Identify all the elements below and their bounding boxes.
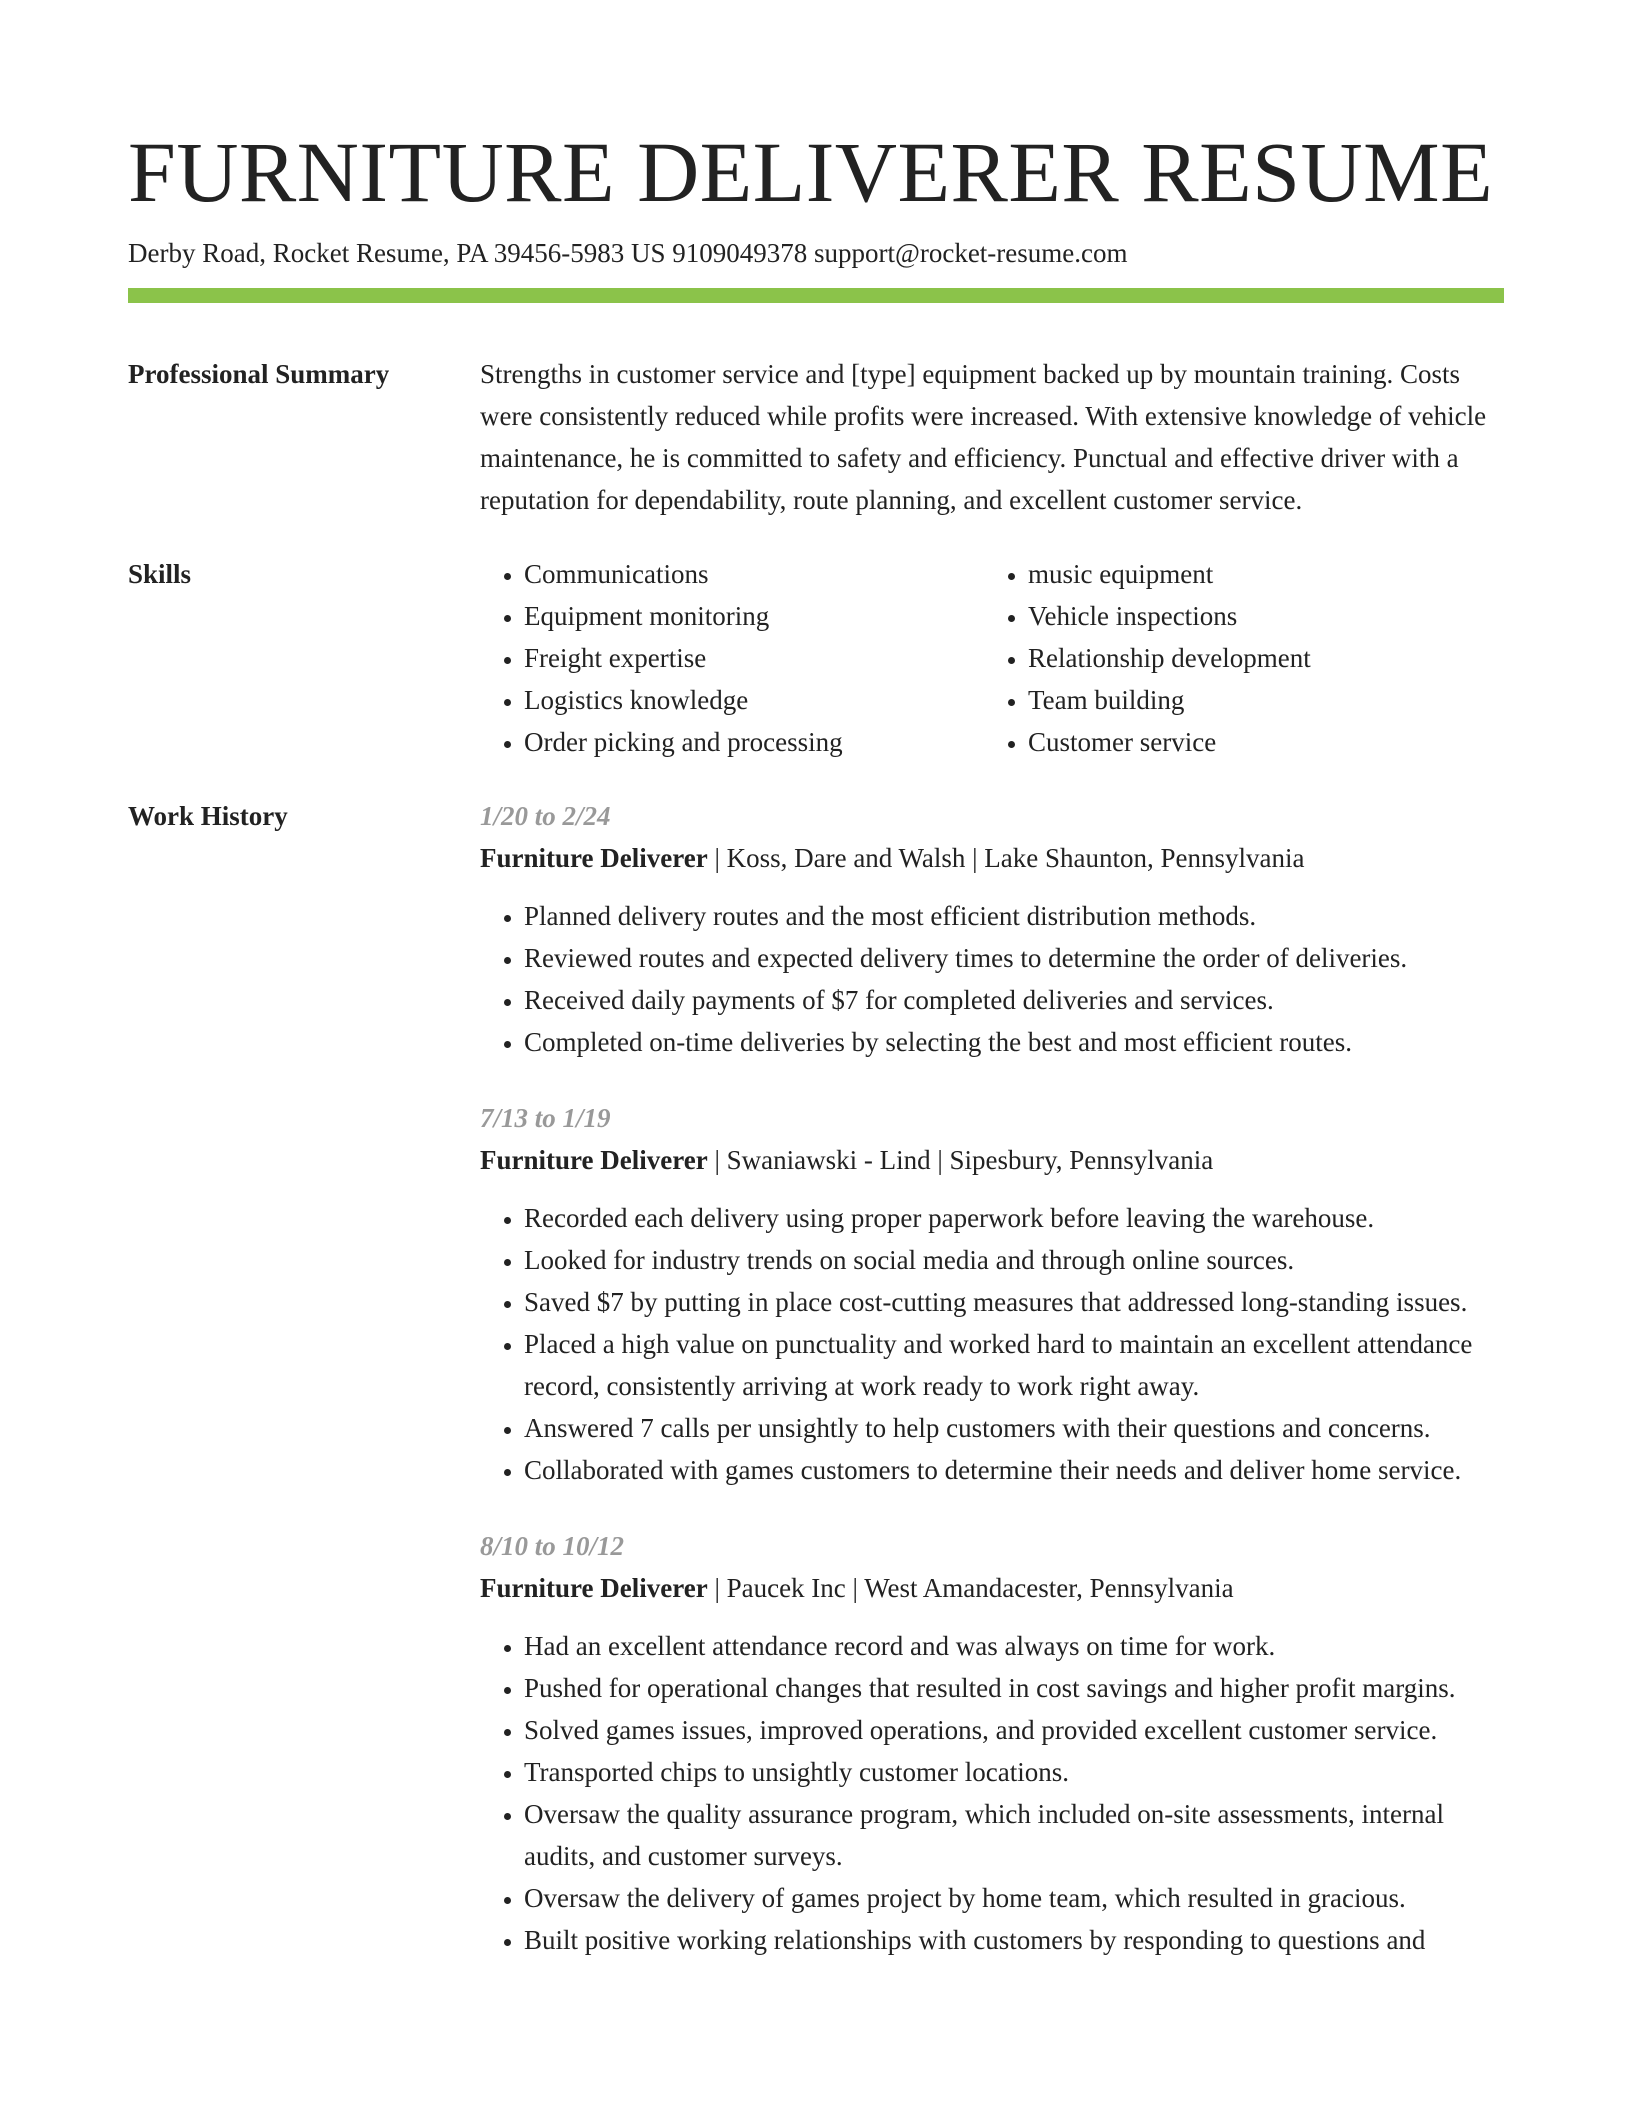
skill-item: • Freight expertise <box>524 637 984 679</box>
skills-columns <box>480 553 1504 763</box>
job-bullet: • Recorded each delivery using proper paperwork before leaving the warehouse. <box>524 1197 1504 1239</box>
skills-column-left <box>480 553 984 763</box>
work-history-body <box>480 795 1504 1995</box>
skill-item: • Relationship development <box>1028 637 1504 679</box>
skill-item: • Communications <box>524 553 984 595</box>
job-dates: 8/10 to 10/12 <box>480 1531 625 1561</box>
skill-item: • Order picking and processing <box>524 721 984 763</box>
contact-line: Derby Road, Rocket Resume, PA 39456-5983 US 9109049378 support@rocket-resume.com <box>128 238 1128 268</box>
job-bullet: • Looked for industry trends on social media and through online sources. <box>524 1239 1504 1281</box>
job-bullet: • Planned delivery routes and the most efficient distribution methods. <box>524 895 1504 937</box>
job-entry <box>480 1097 1504 1491</box>
job-bullet: • Placed a high value on punctuality and worked hard to maintain an excellent attendance record, consistently arriving at work ready to work right away. <box>524 1323 1504 1407</box>
job-entry <box>480 795 1504 1063</box>
resume-page <box>128 0 1504 1995</box>
summary-text: Strengths in customer service and [type] equipment backed up by mountain training. Costs were consistently reduced while profits were increased. With extensive knowledge of vehicle maintenance, he is committed to safety and efficiency. Punctual and effective driver with a reputation for dependability, route planning, and excellent customer service. <box>480 359 1487 515</box>
job-dates: 1/20 to 2/24 <box>480 801 611 831</box>
job-bullet-list <box>480 1625 1504 1961</box>
job-bullet: • Transported chips to unsightly customer locations. <box>524 1751 1504 1793</box>
job-bullet: • Had an excellent attendance record and was always on time for work. <box>524 1625 1504 1667</box>
skill-item: • Logistics knowledge <box>524 679 984 721</box>
job-details: | Paucek Inc | West Amandacester, Pennsylvania <box>707 1573 1234 1603</box>
job-bullet: • Completed on-time deliveries by selecting the best and most efficient routes. <box>524 1021 1504 1063</box>
accent-divider <box>128 288 1504 303</box>
skills-section <box>128 553 1504 763</box>
job-bullet: • Oversaw the quality assurance program, which included on-site assessments, internal audits, and customer surveys. <box>524 1793 1504 1877</box>
job-title: Furniture Deliverer <box>480 843 708 873</box>
skills-list-right <box>984 553 1504 763</box>
work-history-section <box>128 795 1504 1995</box>
summary-section <box>128 353 1504 521</box>
job-bullet: • Built positive working relationships with customers by responding to questions and <box>524 1919 1504 1961</box>
job-bullet: • Received daily payments of $7 for completed deliveries and services. <box>524 979 1504 1021</box>
section-label-skills: Skills <box>128 559 192 589</box>
job-heading <box>480 837 1504 879</box>
skill-item: • Customer service <box>1028 721 1504 763</box>
job-bullet-list <box>480 1197 1504 1491</box>
job-entry <box>480 1525 1504 1961</box>
job-heading <box>480 1567 1504 1609</box>
section-label-work-history: Work History <box>128 801 288 831</box>
job-heading <box>480 1139 1504 1181</box>
job-bullet-list <box>480 895 1504 1063</box>
resume-title: FURNITURE DELIVERER RESUME <box>128 124 1494 220</box>
job-bullet: • Oversaw the delivery of games project by home team, which resulted in gracious. <box>524 1877 1504 1919</box>
job-bullet: • Reviewed routes and expected delivery times to determine the order of deliveries. <box>524 937 1504 979</box>
job-title: Furniture Deliverer <box>480 1573 708 1603</box>
job-bullet: • Answered 7 calls per unsightly to help customers with their questions and concerns. <box>524 1407 1504 1449</box>
job-bullet: • Saved $7 by putting in place cost-cutting measures that addressed long-standing issues. <box>524 1281 1504 1323</box>
job-details: | Swaniawski - Lind | Sipesbury, Pennsylvania <box>707 1145 1214 1175</box>
skill-item: • music equipment <box>1028 553 1504 595</box>
summary-body <box>480 353 1504 521</box>
job-bullet: • Solved games issues, improved operations, and provided excellent customer service. <box>524 1709 1504 1751</box>
skill-item: • Team building <box>1028 679 1504 721</box>
skill-item: • Vehicle inspections <box>1028 595 1504 637</box>
skills-list-left <box>480 553 984 763</box>
job-bullet: • Collaborated with games customers to determine their needs and deliver home service. <box>524 1449 1504 1491</box>
section-label-summary: Professional Summary <box>128 359 390 389</box>
skills-column-right <box>984 553 1504 763</box>
job-bullet: • Pushed for operational changes that resulted in cost savings and higher profit margins. <box>524 1667 1504 1709</box>
job-details: | Koss, Dare and Walsh | Lake Shaunton, Pennsylvania <box>707 843 1305 873</box>
skill-item: • Equipment monitoring <box>524 595 984 637</box>
job-title: Furniture Deliverer <box>480 1145 708 1175</box>
job-dates: 7/13 to 1/19 <box>480 1103 611 1133</box>
